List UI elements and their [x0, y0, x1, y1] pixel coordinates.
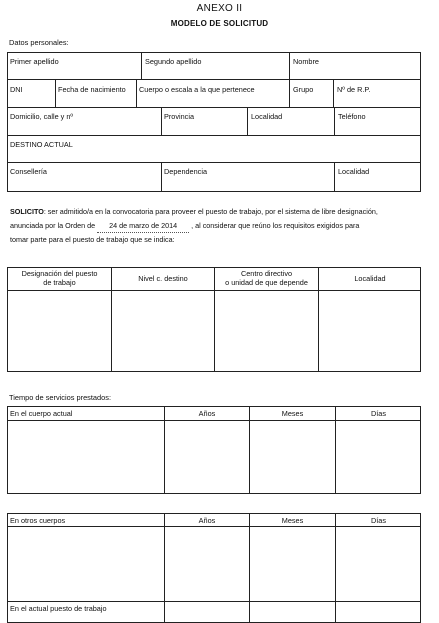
field-segundo-apellido: Segundo apellido	[145, 57, 202, 66]
header-dias: Días	[370, 409, 386, 418]
field-primer-apellido: Primer apellido	[10, 57, 59, 66]
col-divider	[247, 107, 248, 135]
field-provincia: Provincia	[164, 112, 195, 121]
header-meses: Meses	[281, 516, 304, 525]
field-conselleria: Consellería	[10, 167, 47, 176]
header-divider	[7, 526, 421, 527]
col-divider	[249, 513, 250, 623]
col-divider	[333, 79, 334, 107]
header-divider	[7, 420, 421, 421]
row-actual-puesto: En el actual puesto de trabajo	[10, 604, 107, 613]
col-divider	[334, 107, 335, 135]
row-divider	[7, 601, 421, 602]
field-dependencia: Dependencia	[164, 167, 208, 176]
field-destino-actual: DESTINO ACTUAL	[10, 140, 73, 149]
field-nombre: Nombre	[293, 57, 319, 66]
header-anos: Años	[198, 409, 216, 418]
solicito-paragraph	[10, 205, 426, 247]
row-divider	[7, 135, 421, 136]
col-divider	[335, 406, 336, 494]
col-divider	[334, 162, 335, 192]
col-divider	[164, 406, 165, 494]
col-divider	[141, 52, 142, 79]
field-dni: DNI	[10, 85, 23, 94]
row-divider	[7, 79, 421, 80]
page-subtitle: MODELO DE SOLICITUD	[170, 19, 269, 28]
col-divider	[335, 513, 336, 623]
field-telefono: Teléfono	[338, 112, 366, 121]
header-designacion: Designación del puesto de trabajo	[21, 269, 98, 287]
col-divider	[136, 79, 137, 107]
page-title: ANEXO II	[196, 3, 243, 14]
col-divider	[289, 52, 290, 79]
header-nivel: Nivel c. destino	[138, 274, 188, 283]
field-cuerpo-escala: Cuerpo o escala a la que pertenece	[139, 85, 255, 94]
solicito-line2-post: , al considerar que reúno los requisitos exigidos para	[191, 220, 360, 230]
header-anos: Años	[198, 516, 216, 525]
solicito-line3: tomar parte para el puesto de trabajo que se indica:	[10, 235, 175, 245]
col-divider	[289, 79, 290, 107]
field-domicilio: Domicilio, calle y nº	[10, 112, 74, 121]
row-divider	[7, 107, 421, 108]
col-divider	[55, 79, 56, 107]
field-fecha-nacimiento: Fecha de nacimiento	[58, 85, 126, 94]
solicito-line2-pre: anunciada por la Orden de	[10, 220, 96, 230]
header-otros-cuerpos: En otros cuerpos	[10, 516, 66, 525]
col-divider	[164, 513, 165, 623]
header-centro: Centro directivo o unidad de que depende	[225, 269, 308, 287]
personal-section-label: Datos personales:	[9, 38, 69, 47]
orden-date: 24 de marzo de 2014	[97, 219, 189, 234]
field-grupo: Grupo	[293, 85, 314, 94]
field-localidad-destino: Localidad	[338, 167, 370, 176]
header-dias: Días	[370, 516, 386, 525]
solicito-keyword: SOLICITO	[10, 207, 44, 216]
solicito-line1: : ser admitido/a en la convocatoria para proveer el puesto de trabajo, por el sistema de libre designación,	[43, 207, 378, 216]
servicios-section-label: Tiempo de servicios prestados:	[9, 393, 112, 402]
col-divider	[161, 107, 162, 135]
field-nrp: Nº de R.P.	[337, 85, 371, 94]
header-meses: Meses	[281, 409, 304, 418]
header-localidad: Localidad	[354, 274, 386, 283]
field-localidad: Localidad	[251, 112, 283, 121]
col-divider	[249, 406, 250, 494]
col-divider	[161, 162, 162, 192]
row-divider	[7, 162, 421, 163]
header-cuerpo-actual: En el cuerpo actual	[10, 409, 73, 418]
